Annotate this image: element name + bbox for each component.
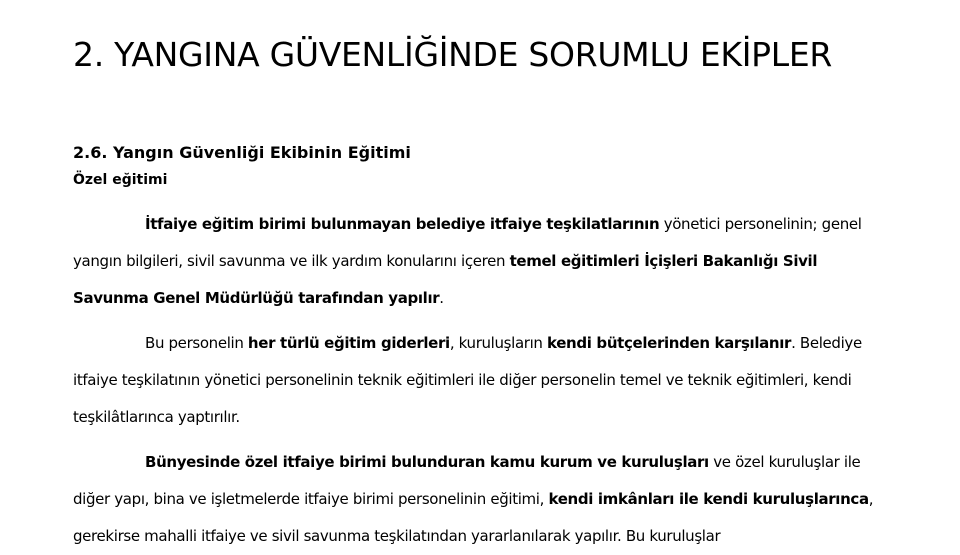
- paragraph-2-text-3: . Belediye itfaiye teşkilatının yönetici personelinin teknik eğitimleri ile diğer personelin temel ve teknik eğitimleri, kendi teşkilâtlarınca yaptırılır.: [73, 334, 862, 426]
- paragraph-2-text-2: , kuruluşların: [449, 334, 547, 352]
- section-subtitle: 2.6. Yangın Güvenliği Ekibinin Eğitimi: [73, 143, 411, 162]
- paragraph-1: [73, 206, 888, 317]
- paragraph-3-bold-1: Bünyesinde özel itfaiye birimi bulunduran kamu kurum ve kuruluşları: [145, 453, 709, 471]
- section-label: Özel eğitimi: [73, 172, 168, 188]
- paragraph-3-bold-2: kendi imkânları ile kendi kuruluşlarınca: [548, 490, 869, 508]
- paragraph-2: [73, 325, 888, 436]
- paragraph-3-text-2: , gerekirse mahalli itfaiye ve sivil savunma teşkilatından yararlanılarak yapılır. Bu kuruluşlar: [73, 490, 874, 545]
- paragraph-3-text-1: ve özel kuruluşlar ile diğer yapı, bina ve işletmelerde itfaiye birimi personelinin eğitimi,: [73, 453, 861, 508]
- paragraph-3: [73, 444, 888, 555]
- paragraph-1-text-1: yönetici personelinin; genel yangın bilgileri, sivil savunma ve ilk yardım konularını içeren: [73, 215, 862, 270]
- paragraph-2-bold-2: kendi bütçelerinden karşılanır: [547, 334, 792, 352]
- paragraph-1-bold-1: İtfaiye eğitim birimi bulunmayan belediye itfaiye teşkilatlarının: [145, 215, 660, 233]
- paragraph-2-bold-1: her türlü eğitim giderleri: [247, 334, 450, 352]
- paragraph-2-text-1: Bu personelin: [145, 334, 248, 352]
- paragraph-1-text-2: .: [439, 289, 444, 307]
- paragraph-1-bold-2: temel eğitimleri İçişleri Bakanlığı Sivil Savunma Genel Müdürlüğü tarafından yapılır: [73, 252, 818, 307]
- slide-title: 2. YANGINA GÜVENLİĞİNDE SORUMLU EKİPLER: [73, 35, 833, 74]
